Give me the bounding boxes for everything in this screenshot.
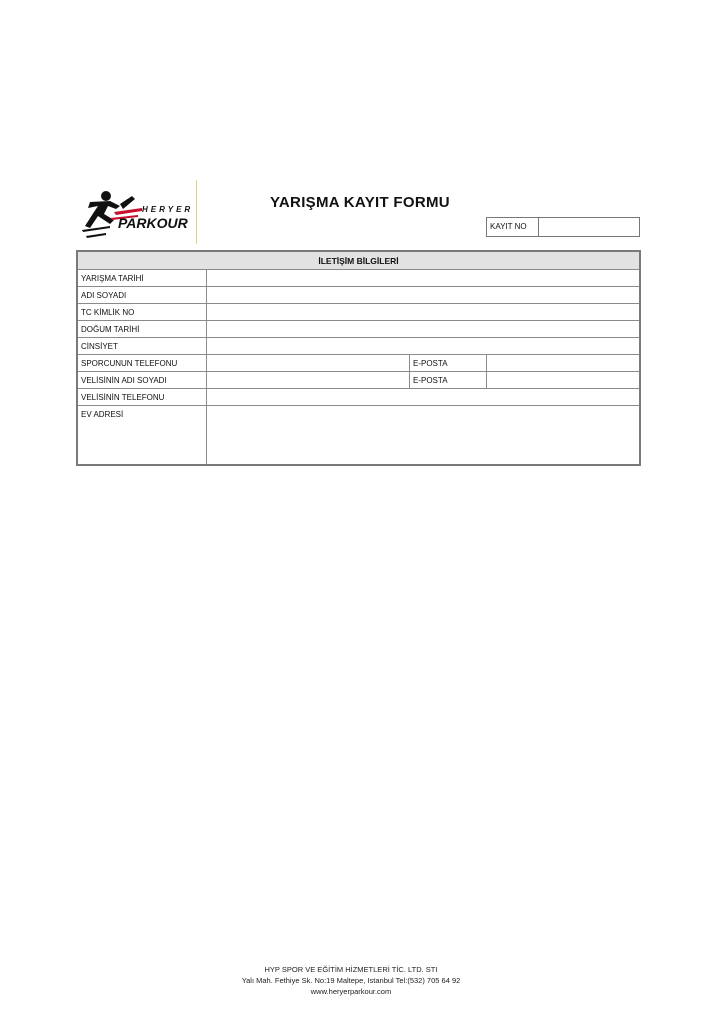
yarisma-tarihi-field[interactable] <box>207 270 641 287</box>
table-row <box>77 287 640 304</box>
veli-adi-label: VELİSİNİN ADI SOYADI <box>77 372 207 389</box>
table-row <box>77 304 640 321</box>
tc-kimlik-field[interactable] <box>207 304 641 321</box>
kayit-no-field[interactable] <box>539 218 639 236</box>
adi-soyadi-label: ADI SOYADI <box>77 287 207 304</box>
table-row <box>77 389 640 406</box>
kayit-no-label: KAYIT NO <box>487 218 539 236</box>
ev-adresi-field[interactable] <box>207 406 641 466</box>
tc-kimlik-label: TC KİMLİK NO <box>77 304 207 321</box>
logo-top-text: HERYER <box>142 205 194 214</box>
table-row <box>77 355 640 372</box>
sporcu-eposta-label: E-POSTA <box>410 355 487 372</box>
table-row <box>77 406 640 466</box>
sporcu-eposta-field[interactable] <box>487 355 641 372</box>
table-row <box>77 338 640 355</box>
table-row <box>77 270 640 287</box>
page-footer <box>0 964 702 997</box>
dogum-tarihi-field[interactable] <box>207 321 641 338</box>
veli-eposta-field[interactable] <box>487 372 641 389</box>
dogum-tarihi-label: DOĞUM TARİHİ <box>77 321 207 338</box>
sporcu-telefon-field[interactable] <box>207 355 410 372</box>
ev-adresi-label: EV ADRESİ <box>77 406 207 466</box>
footer-company: HYP SPOR VE EĞİTİM HİZMETLERİ TİC. LTD. STI <box>264 965 438 974</box>
contact-info-table <box>76 250 641 466</box>
form-title: YARIŞMA KAYIT FORMU <box>270 194 450 211</box>
veli-telefon-field[interactable] <box>207 389 641 406</box>
veli-eposta-label: E-POSTA <box>410 372 487 389</box>
veli-telefon-label: VELİSİNİN TELEFONU <box>77 389 207 406</box>
logo-divider <box>196 180 197 244</box>
kayit-no-box <box>486 217 640 237</box>
footer-website: www.heryerparkour.com <box>310 987 392 996</box>
section-header: İLETİŞİM BİLGİLERİ <box>77 251 640 270</box>
veli-adi-field[interactable] <box>207 372 410 389</box>
yarisma-tarihi-label: YARIŞMA TARİHİ <box>77 270 207 287</box>
footer-address: Yalı Mah. Fethiye Sk. No:19 Maltepe, Istanbul Tel:(532) 705 64 92 <box>241 976 461 985</box>
table-row <box>77 372 640 389</box>
adi-soyadi-field[interactable] <box>207 287 641 304</box>
cinsiyet-label: CİNSİYET <box>77 338 207 355</box>
logo-main-text: PARKOUR <box>118 215 188 231</box>
sporcu-telefon-label: SPORCUNUN TELEFONU <box>77 355 207 372</box>
table-row <box>77 321 640 338</box>
cinsiyet-field[interactable] <box>207 338 641 355</box>
heryer-parkour-logo <box>80 182 200 244</box>
section-header-row <box>77 251 640 270</box>
